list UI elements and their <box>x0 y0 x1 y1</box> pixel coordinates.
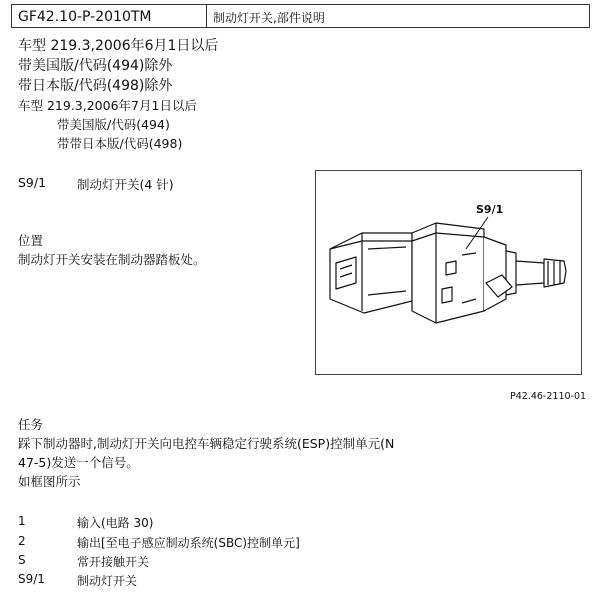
component-name: 制动灯开关(4 针) <box>77 177 174 192</box>
figure-label: S9/1 <box>476 203 504 216</box>
validity-line-3: 带日本版/代码(498)除外 <box>18 78 173 94</box>
task-line-3: 如框图所示 <box>18 474 81 489</box>
legend-key: 1 <box>18 514 26 528</box>
document-title: 制动灯开关,部件说明 <box>213 11 325 25</box>
task-line-2: 47-5)发送一个信号。 <box>18 455 139 470</box>
validity-line-1: 车型 219.3,2006年6月1日以后 <box>18 38 219 54</box>
location-heading: 位置 <box>18 233 44 248</box>
document-code: GF42.10-P-2010TM <box>12 5 207 27</box>
component-figure <box>315 170 582 375</box>
validity-line-6: 带带日本版/代码(498) <box>57 136 183 151</box>
task-line-1: 踩下制动器时,制动灯开关向电控车辆稳定行驶系统(ESP)控制单元(N <box>18 436 395 451</box>
component-code: S9/1 <box>18 175 47 190</box>
legend-text: 制动灯开关 <box>77 574 138 588</box>
document-header <box>11 4 590 28</box>
validity-line-5: 带美国版/代码(494) <box>57 117 170 132</box>
legend-key: S <box>18 553 26 567</box>
brake-light-switch-drawing <box>316 171 581 374</box>
legend-key: S9/1 <box>18 572 45 586</box>
validity-line-2: 带美国版/代码(494)除外 <box>18 58 173 74</box>
validity-line-4: 车型 219.3,2006年7月1日以后 <box>18 98 197 113</box>
task-heading: 任务 <box>18 417 44 432</box>
figure-caption: P42.46-2110-01 <box>510 391 587 402</box>
location-text: 制动灯开关安装在制动器踏板处。 <box>18 252 206 267</box>
legend-text: 输出[至电子感应制动系统(SBC)控制单元] <box>77 536 300 550</box>
legend-key: 2 <box>18 534 26 548</box>
legend-text: 输入(电路 30) <box>77 516 154 530</box>
legend-text: 常开接触开关 <box>77 555 150 569</box>
